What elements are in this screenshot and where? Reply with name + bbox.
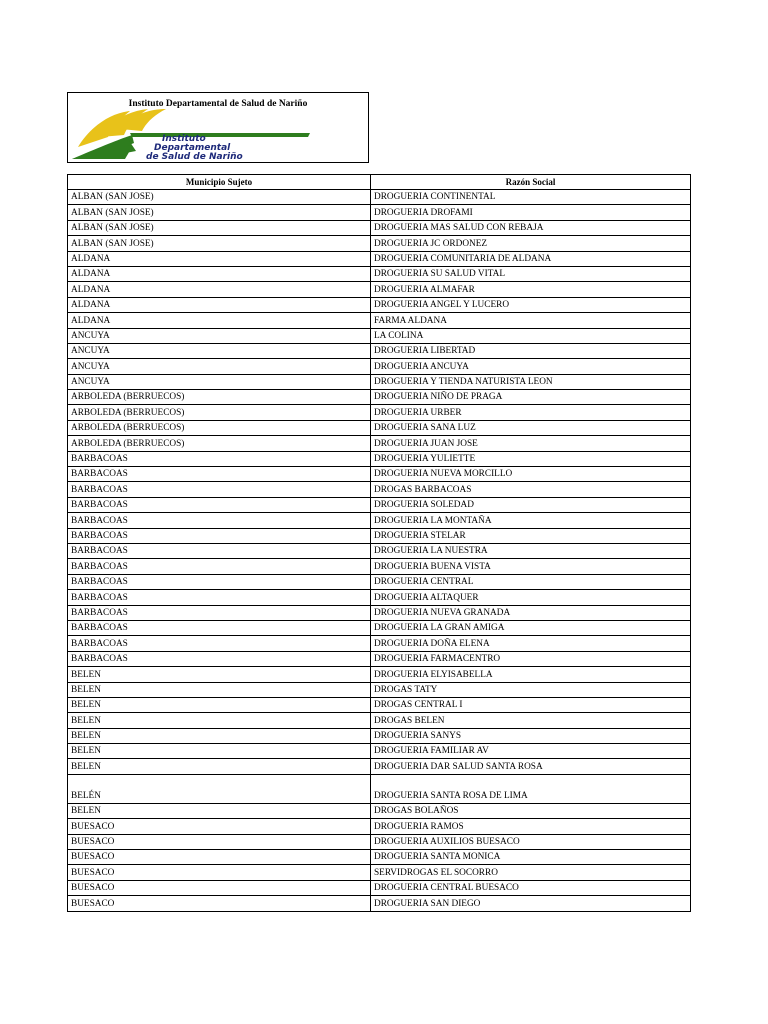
municipio-cell: BELEN — [68, 682, 371, 697]
table-row — [68, 559, 691, 574]
municipio-cell: ANCUYA — [68, 359, 371, 374]
table-row — [68, 190, 691, 205]
table-row — [68, 282, 691, 297]
table-row — [68, 697, 691, 712]
table-row — [68, 467, 691, 482]
table-row — [68, 667, 691, 682]
table-row — [68, 819, 691, 834]
razon-social-cell: DROGUERIA ELYISABELLA — [371, 667, 691, 682]
table-row — [68, 759, 691, 774]
municipio-cell: ARBOLEDA (BERRUECOS) — [68, 420, 371, 435]
razon-social-cell: DROGUERIA ANGEL Y LUCERO — [371, 297, 691, 312]
razon-social-cell: DROGUERIA URBER — [371, 405, 691, 420]
table-row — [68, 436, 691, 451]
razon-social-cell: DROGUERIA BUENA VISTA — [371, 559, 691, 574]
municipio-cell: ANCUYA — [68, 328, 371, 343]
razon-social-cell: DROGUERIA FAMILIAR AV — [371, 744, 691, 759]
municipio-cell: ALDANA — [68, 266, 371, 281]
column-header-municipio: Municipio Sujeto — [68, 175, 371, 190]
municipio-cell: ALDANA — [68, 313, 371, 328]
municipio-cell: ALBAN (SAN JOSE) — [68, 205, 371, 220]
razon-social-cell: DROGUERIA LA NUESTRA — [371, 543, 691, 558]
razon-social-cell: DROGUERIA AUXILIOS BUESACO — [371, 834, 691, 849]
municipio-cell: BARBACOAS — [68, 559, 371, 574]
razon-social-cell: DROGUERIA CENTRAL — [371, 574, 691, 589]
municipio-cell: BARBACOAS — [68, 651, 371, 666]
table-row — [68, 880, 691, 895]
table-row — [68, 297, 691, 312]
municipio-cell: ALDANA — [68, 297, 371, 312]
razon-social-cell: DROGUERIA RAMOS — [371, 819, 691, 834]
municipio-cell: BARBACOAS — [68, 513, 371, 528]
razon-social-cell: DROGAS BELEN — [371, 713, 691, 728]
municipio-cell: BARBACOAS — [68, 590, 371, 605]
municipio-cell: BARBACOAS — [68, 543, 371, 558]
logo-line-3: de Salud de Nariño — [146, 152, 243, 162]
municipio-cell: BUESACO — [68, 865, 371, 880]
razon-social-cell: DROGUERIA ANCUYA — [371, 359, 691, 374]
municipio-cell: BUESACO — [68, 819, 371, 834]
razon-social-cell: DROGUERIA LA MONTAÑA — [371, 513, 691, 528]
municipio-cell: ALBAN (SAN JOSE) — [68, 236, 371, 251]
table-header-row — [68, 175, 691, 190]
table-row — [68, 590, 691, 605]
razon-social-cell: DROGUERIA DAR SALUD SANTA ROSA — [371, 759, 691, 774]
table-row — [68, 744, 691, 759]
table-row — [68, 420, 691, 435]
municipio-cell: BARBACOAS — [68, 451, 371, 466]
razon-social-cell: DROGUERIA FARMACENTRO — [371, 651, 691, 666]
razon-social-cell: DROGUERIA SOLEDAD — [371, 497, 691, 512]
municipio-cell: ALDANA — [68, 282, 371, 297]
table-row — [68, 251, 691, 266]
razon-social-cell: DROGUERIA SANTA MONICA — [371, 850, 691, 865]
table-row — [68, 528, 691, 543]
razon-social-cell: DROGAS TATY — [371, 682, 691, 697]
municipio-cell: ALBAN (SAN JOSE) — [68, 190, 371, 205]
municipio-cell: BELEN — [68, 759, 371, 774]
table-row — [68, 605, 691, 620]
municipio-cell: BARBACOAS — [68, 636, 371, 651]
logo-line-1: Instituto — [162, 134, 206, 144]
table-row — [68, 850, 691, 865]
table-row — [68, 405, 691, 420]
municipio-cell: BUESACO — [68, 834, 371, 849]
table-row — [68, 451, 691, 466]
table-row — [68, 313, 691, 328]
razon-social-cell: DROGUERIA JUAN JOSE — [371, 436, 691, 451]
razon-social-cell: LA COLINA — [371, 328, 691, 343]
razon-social-cell: DROGUERIA SANYS — [371, 728, 691, 743]
column-header-razon-social: Razón Social — [371, 175, 691, 190]
municipio-cell: BARBACOAS — [68, 467, 371, 482]
table-row — [68, 482, 691, 497]
razon-social-cell: DROGUERIA SANA LUZ — [371, 420, 691, 435]
table-row — [68, 374, 691, 389]
table-row — [68, 803, 691, 818]
institute-logo — [70, 107, 315, 162]
municipio-cell: ARBOLEDA (BERRUECOS) — [68, 405, 371, 420]
razon-social-cell: DROGUERIA STELAR — [371, 528, 691, 543]
municipio-cell: ARBOLEDA (BERRUECOS) — [68, 390, 371, 405]
municipio-cell: ANCUYA — [68, 343, 371, 358]
municipio-cell: BELEN — [68, 744, 371, 759]
table-row — [68, 834, 691, 849]
razon-social-cell: DROGAS BARBACOAS — [371, 482, 691, 497]
table-row — [68, 574, 691, 589]
razon-social-cell: DROGUERIA NIÑO DE PRAGA — [371, 390, 691, 405]
municipio-cell: BARBACOAS — [68, 574, 371, 589]
municipio-cell: BUESACO — [68, 880, 371, 895]
razon-social-cell: DROGUERIA SAN DIEGO — [371, 896, 691, 911]
razon-social-cell: DROGUERIA DOÑA ELENA — [371, 636, 691, 651]
razon-social-cell: DROGUERIA NUEVA MORCILLO — [371, 467, 691, 482]
razon-social-cell: DROGUERIA YULIETTE — [371, 451, 691, 466]
table-row — [68, 513, 691, 528]
razon-social-cell: DROGUERIA Y TIENDA NATURISTA LEON — [371, 374, 691, 389]
municipio-cell: BARBACOAS — [68, 497, 371, 512]
razon-social-cell: DROGUERIA LIBERTAD — [371, 343, 691, 358]
razon-social-cell: DROGUERIA NUEVA GRANADA — [371, 605, 691, 620]
table-row — [68, 620, 691, 635]
razon-social-cell: DROGUERIA ALTAQUER — [371, 590, 691, 605]
municipio-cell: ARBOLEDA (BERRUECOS) — [68, 436, 371, 451]
municipio-cell: BUESACO — [68, 896, 371, 911]
table-row — [68, 865, 691, 880]
table-row — [68, 220, 691, 235]
municipio-cell: BELEN — [68, 713, 371, 728]
razon-social-cell: DROGUERIA MAS SALUD CON REBAJA — [371, 220, 691, 235]
table-row — [68, 343, 691, 358]
pharmacy-table — [67, 174, 691, 912]
municipio-cell: BARBACOAS — [68, 620, 371, 635]
municipio-cell: BELEN — [68, 803, 371, 818]
table-row — [68, 359, 691, 374]
municipio-cell: BARBACOAS — [68, 528, 371, 543]
table-row — [68, 205, 691, 220]
razon-social-cell: DROGUERIA COMUNITARIA DE ALDANA — [371, 251, 691, 266]
table-row — [68, 651, 691, 666]
table-row — [68, 266, 691, 281]
razon-social-cell: DROGUERIA ALMAFAR — [371, 282, 691, 297]
razon-social-cell: DROGAS CENTRAL I — [371, 697, 691, 712]
table-row — [68, 774, 691, 803]
razon-social-cell: DROGAS BOLAÑOS — [371, 803, 691, 818]
table-row — [68, 636, 691, 651]
razon-social-cell: DROGUERIA SU SALUD VITAL — [371, 266, 691, 281]
table-row — [68, 682, 691, 697]
table-row — [68, 236, 691, 251]
municipio-cell: ANCUYA — [68, 374, 371, 389]
table-row — [68, 896, 691, 911]
razon-social-cell: DROGUERIA CONTINENTAL — [371, 190, 691, 205]
municipio-cell: BARBACOAS — [68, 482, 371, 497]
municipio-cell: ALBAN (SAN JOSE) — [68, 220, 371, 235]
table-body — [68, 190, 691, 912]
municipio-cell: ALDANA — [68, 251, 371, 266]
table-row — [68, 728, 691, 743]
header-box — [67, 92, 369, 163]
municipio-cell: BUESACO — [68, 850, 371, 865]
table-row — [68, 390, 691, 405]
municipio-cell: BELEN — [68, 728, 371, 743]
razon-social-cell: FARMA ALDANA — [371, 313, 691, 328]
table-row — [68, 328, 691, 343]
municipio-cell: BARBACOAS — [68, 605, 371, 620]
municipio-cell: BELEN — [68, 667, 371, 682]
razon-social-cell: DROGUERIA JC ORDONEZ — [371, 236, 691, 251]
razon-social-cell: DROGUERIA SANTA ROSA DE LIMA — [371, 774, 691, 803]
table-row — [68, 543, 691, 558]
table-row — [68, 713, 691, 728]
table-row — [68, 497, 691, 512]
razon-social-cell: DROGUERIA CENTRAL BUESACO — [371, 880, 691, 895]
municipio-cell: BELEN — [68, 697, 371, 712]
razon-social-cell: SERVIDROGAS EL SOCORRO — [371, 865, 691, 880]
razon-social-cell: DROGUERIA LA GRAN AMIGA — [371, 620, 691, 635]
header-title: Instituto Departamental de Salud de Nariño — [128, 99, 308, 109]
razon-social-cell: DROGUERIA DROFAMI — [371, 205, 691, 220]
municipio-cell: BELÉN — [68, 774, 371, 803]
logo-line-2: Departamental — [154, 143, 231, 153]
